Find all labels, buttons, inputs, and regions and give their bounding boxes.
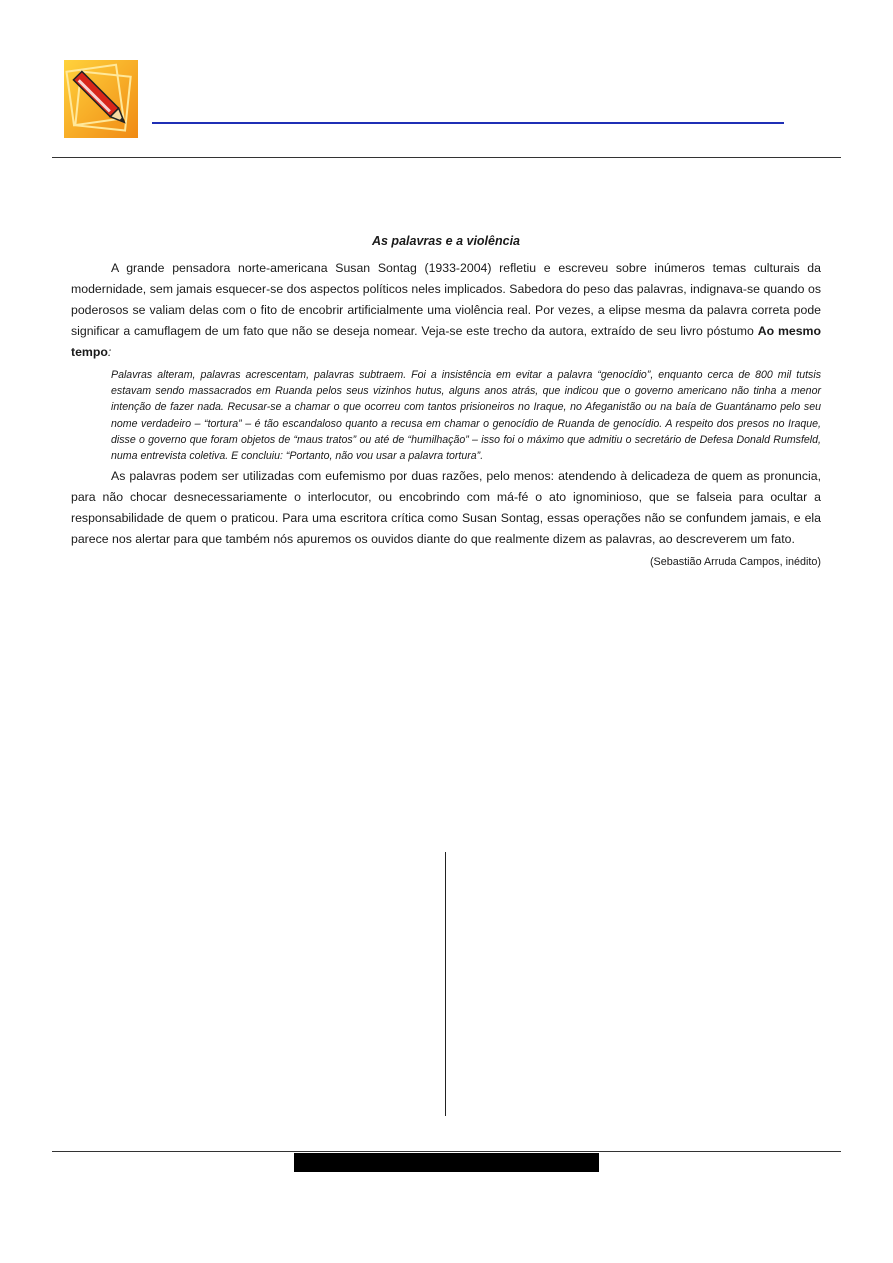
source-citation: (Sebastião Arruda Campos, inédito)	[649, 556, 821, 569]
article	[71, 234, 821, 568]
book-title: Ao mesmo tempo	[71, 324, 821, 359]
paragraph-intro-end: :	[107, 345, 112, 359]
column-divider	[445, 852, 446, 1116]
block-quote: Palavras alteram, palavras acrescentam, palavras subtraem. Foi a insistência em evitar a palavra “genocídio”, enquanto cerca de 800 mil tutsis estavam sendo massacrados em Ruanda pelos seus vizinhos hutus, alguns anos atrás, que indicou que o governo americano não tinha a menor intenção de fazer nada. Recusar-se a chamar o que ocorreu com tantos prisioneiros no Iraque, no Afeganistão ou na baía de Guantánamo pelo seu nome verdadeiro – “tortura” – é tão escandaloso quanto a recusa em chamar o genocídio de Ruanda de genocídio. A respeito dos presos no Iraque, disse o governo que foram objetos de “maus tratos” ou até de “humilhação” – isso foi o máximo que admitiu o secretário de Defesa Donald Rumsfeld, numa entrevista coletiva. E concluiu: “Portanto, não vou usar a palavra tortura”.	[111, 369, 821, 463]
header-rule	[52, 157, 841, 158]
footer-rule	[52, 1151, 841, 1152]
paragraph-intro-text: A grande pensadora norte-americana Susan Sontag (1933-2004) refletiu e escreveu sobre inúmeros temas culturais da modernidade, sem jamais esquecer-se dos aspectos políticos neles implicados. Sabedora do peso das palavras, indignava-se quando os poderosos se valiam delas com o fito de encobrir artificialmente uma violência real. Por vezes, a elipse mesma da palavra correta pode significar a camuflagem de um fato que não se deseja nomear. Veja-se este trecho da autora, extraído de seu livro póstumo	[71, 261, 821, 338]
paragraph-conclusion: As palavras podem ser utilizadas com eufemismo por duas razões, pelo menos: atendendo à delicadeza de quem as pronuncia, para não chocar desnecessariamente o interlocutor, ou encobrindo com má-fé o ato ignominioso, que se falseia para ocultar a responsabilidade de quem o praticou. Para uma escritora crítica como Susan Sontag, essas operações não se confundem jamais, e ela parece nos alertar para que também nós apuremos os ouvidos diante do que realmente dizem as palavras, ao descreverem um fato.	[71, 469, 821, 547]
paragraph-intro	[71, 258, 821, 363]
article-title: As palavras e a violência	[371, 234, 520, 248]
pencil-logo-icon	[64, 60, 138, 138]
footer-bar	[294, 1153, 599, 1172]
header-blue-line	[152, 122, 784, 124]
